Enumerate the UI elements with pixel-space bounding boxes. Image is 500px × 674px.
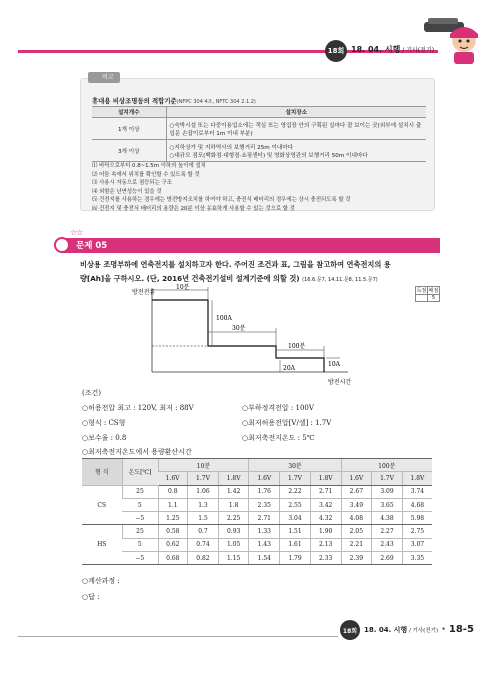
problem-circle-icon <box>54 237 70 253</box>
problem-text-line1: 비상용 조명부하에 연축전지를 설치하고자 한다. 주어진 조건과 표, 그림을 참고하여 연축전지의 용 <box>80 260 391 269</box>
volt-header: 1.7V <box>188 472 219 485</box>
volt-header: 1.6V <box>249 472 280 485</box>
footer-rule <box>18 636 338 637</box>
type-cell: CS <box>82 485 122 525</box>
answer-label: ○답 : <box>82 593 100 601</box>
page-number: · 18-5 <box>438 624 474 635</box>
volt-header: 1.6V <box>341 472 372 485</box>
round-badge: 18회 <box>325 40 347 62</box>
volt-header: 1.6V <box>158 472 188 485</box>
firefighter-mascot-icon <box>420 14 482 66</box>
table-row: 5 0.62 0.74 1.05 1.43 1.61 2.13 2.21 2.43 3.07 <box>82 538 432 551</box>
volt-header: 1.7V <box>372 472 403 485</box>
row-count: 1개 이상 <box>92 118 166 140</box>
footer-section: 18. 04. 시행 / 기사(전기) · 18-5 <box>364 624 474 635</box>
col-place-header: 설치장소 <box>166 107 426 118</box>
x-axis-label: 방전시간 <box>328 379 352 386</box>
group-header: 30분 <box>249 459 341 472</box>
table-row: −5 0.68 0.82 1.15 1.54 1.79 2.33 2.39 2.69 3.35 <box>82 552 432 565</box>
requirement-table <box>92 106 426 162</box>
volt-header: 1.8V <box>218 472 249 485</box>
volt-header: 1.8V <box>402 472 432 485</box>
t3-label: 100분 <box>288 343 306 350</box>
note-item: ⑹ 건전지 및 충전식 배터리의 용량은 20분 이상 유효하게 사용할 수 있는 것으로 할 것 <box>92 205 295 212</box>
note-item: ⑴ 바닥으로부터 0.8~1.5m 이하의 높이에 설치 <box>92 163 206 169</box>
i3-label: 10A <box>328 361 340 368</box>
reference-title: 휴대용 비상조명등의 적합기준(NFPC 304 4조, NFTC 304 2.1.2) <box>92 97 256 105</box>
problem-text-line2: 량[Ah]을 구하시오. (단, 2016년 건축전기설비 설계기준에 의할 것) (16.6.문7, 14.11.문8, 11.5.문7) <box>80 274 378 283</box>
capacity-table <box>82 458 432 565</box>
volt-header: 1.7V <box>280 472 311 485</box>
conditions-title: (조건) <box>82 389 101 397</box>
table-row: 5 1.1 1.3 1.8 2.35 2.55 3.42 3.49 3.65 4.68 <box>82 498 432 511</box>
row-place: ○숙박시설 또는 다중이용업소에는 객실 또는 영업장 안의 구획된 실마다 잘 보이는 곳(외부에 설치시 출입문 손잡이로부터 1m 이내 부분) <box>166 118 426 140</box>
temp-header: 온도[℃] <box>122 459 158 486</box>
group-header: 10분 <box>158 459 249 472</box>
condition-item: ○허용전압 최고 : 120V, 최저 : 88V <box>82 404 194 412</box>
table-row: HS 25 0.58 0.7 0.93 1.33 1.51 1.90 2.05 2.27 2.75 <box>82 525 432 538</box>
i2-label: 20A <box>283 365 295 372</box>
condition-item: ○최저축전지온도 : 5℃ <box>242 434 315 442</box>
type-cell: HS <box>82 525 122 565</box>
problem-label: 문제 05 <box>76 241 108 251</box>
difficulty-stars: ☆☆ <box>70 228 83 237</box>
condition-item: ○보수율 : 0.8 <box>82 434 127 442</box>
row-place: ○지하상가 및 지하역사의 보행거리 25m 이내마다 ○대규모 점포(백화점·대형점·쇼핑센터) 및 영화상영관의 보행거리 50m 이내마다 <box>166 140 426 162</box>
footer-round-badge: 18회 <box>340 620 360 640</box>
note-item: ⑷ 외함은 난연성능이 있을 것 <box>92 188 162 195</box>
condition-item: ○부하정격전압 : 100V <box>242 404 314 412</box>
header-section: 18. 04. 시행 / 기사(전기) <box>351 45 435 54</box>
note-item: ⑶ 사용시 자동으로 점등되는 구조 <box>92 180 172 186</box>
reference-tag: 비고 <box>88 72 120 83</box>
condition-item: ○최저축전지온도에서 용량환산시간 <box>82 448 192 456</box>
i1-label: 100A <box>216 315 232 322</box>
volt-header: 1.8V <box>310 472 341 485</box>
discharge-diagram <box>112 282 376 386</box>
t1-label: 10분 <box>176 284 190 291</box>
type-header: 형 식 <box>82 459 122 486</box>
note-item: ⑸ 건전지를 사용하는 경우에는 방전방지조치를 하여야 하고, 충전식 배터리의 경우에는 상시 충전되도록 할 것 <box>92 197 351 203</box>
table-row: CS 25 0.8 1.06 1.42 1.76 2.22 2.71 2.67 3.09 3.74 <box>82 485 432 498</box>
condition-item: ○최저허용전압[V/셀] : 1.7V <box>242 419 332 427</box>
reference-notes <box>92 162 351 213</box>
condition-item: ○형식 : CS형 <box>82 419 126 427</box>
table-row: −5 1.25 1.5 2.25 2.71 3.04 4.32 4.08 4.38 5.98 <box>82 512 432 525</box>
score-box: 득점 배점 5 <box>416 288 439 301</box>
t2-label: 30분 <box>232 325 246 332</box>
problem-bar <box>60 238 440 253</box>
row-count: 3개 이상 <box>92 140 166 162</box>
note-item: ⑵ 어둠 속에서 위치를 확인할 수 있도록 할 것 <box>92 171 200 178</box>
col-count-header: 설치개수 <box>92 107 166 118</box>
y-axis-label: 방전전류 <box>132 289 156 296</box>
group-header: 100분 <box>341 459 432 472</box>
calc-process-label: ○계산과정 : <box>82 577 120 585</box>
